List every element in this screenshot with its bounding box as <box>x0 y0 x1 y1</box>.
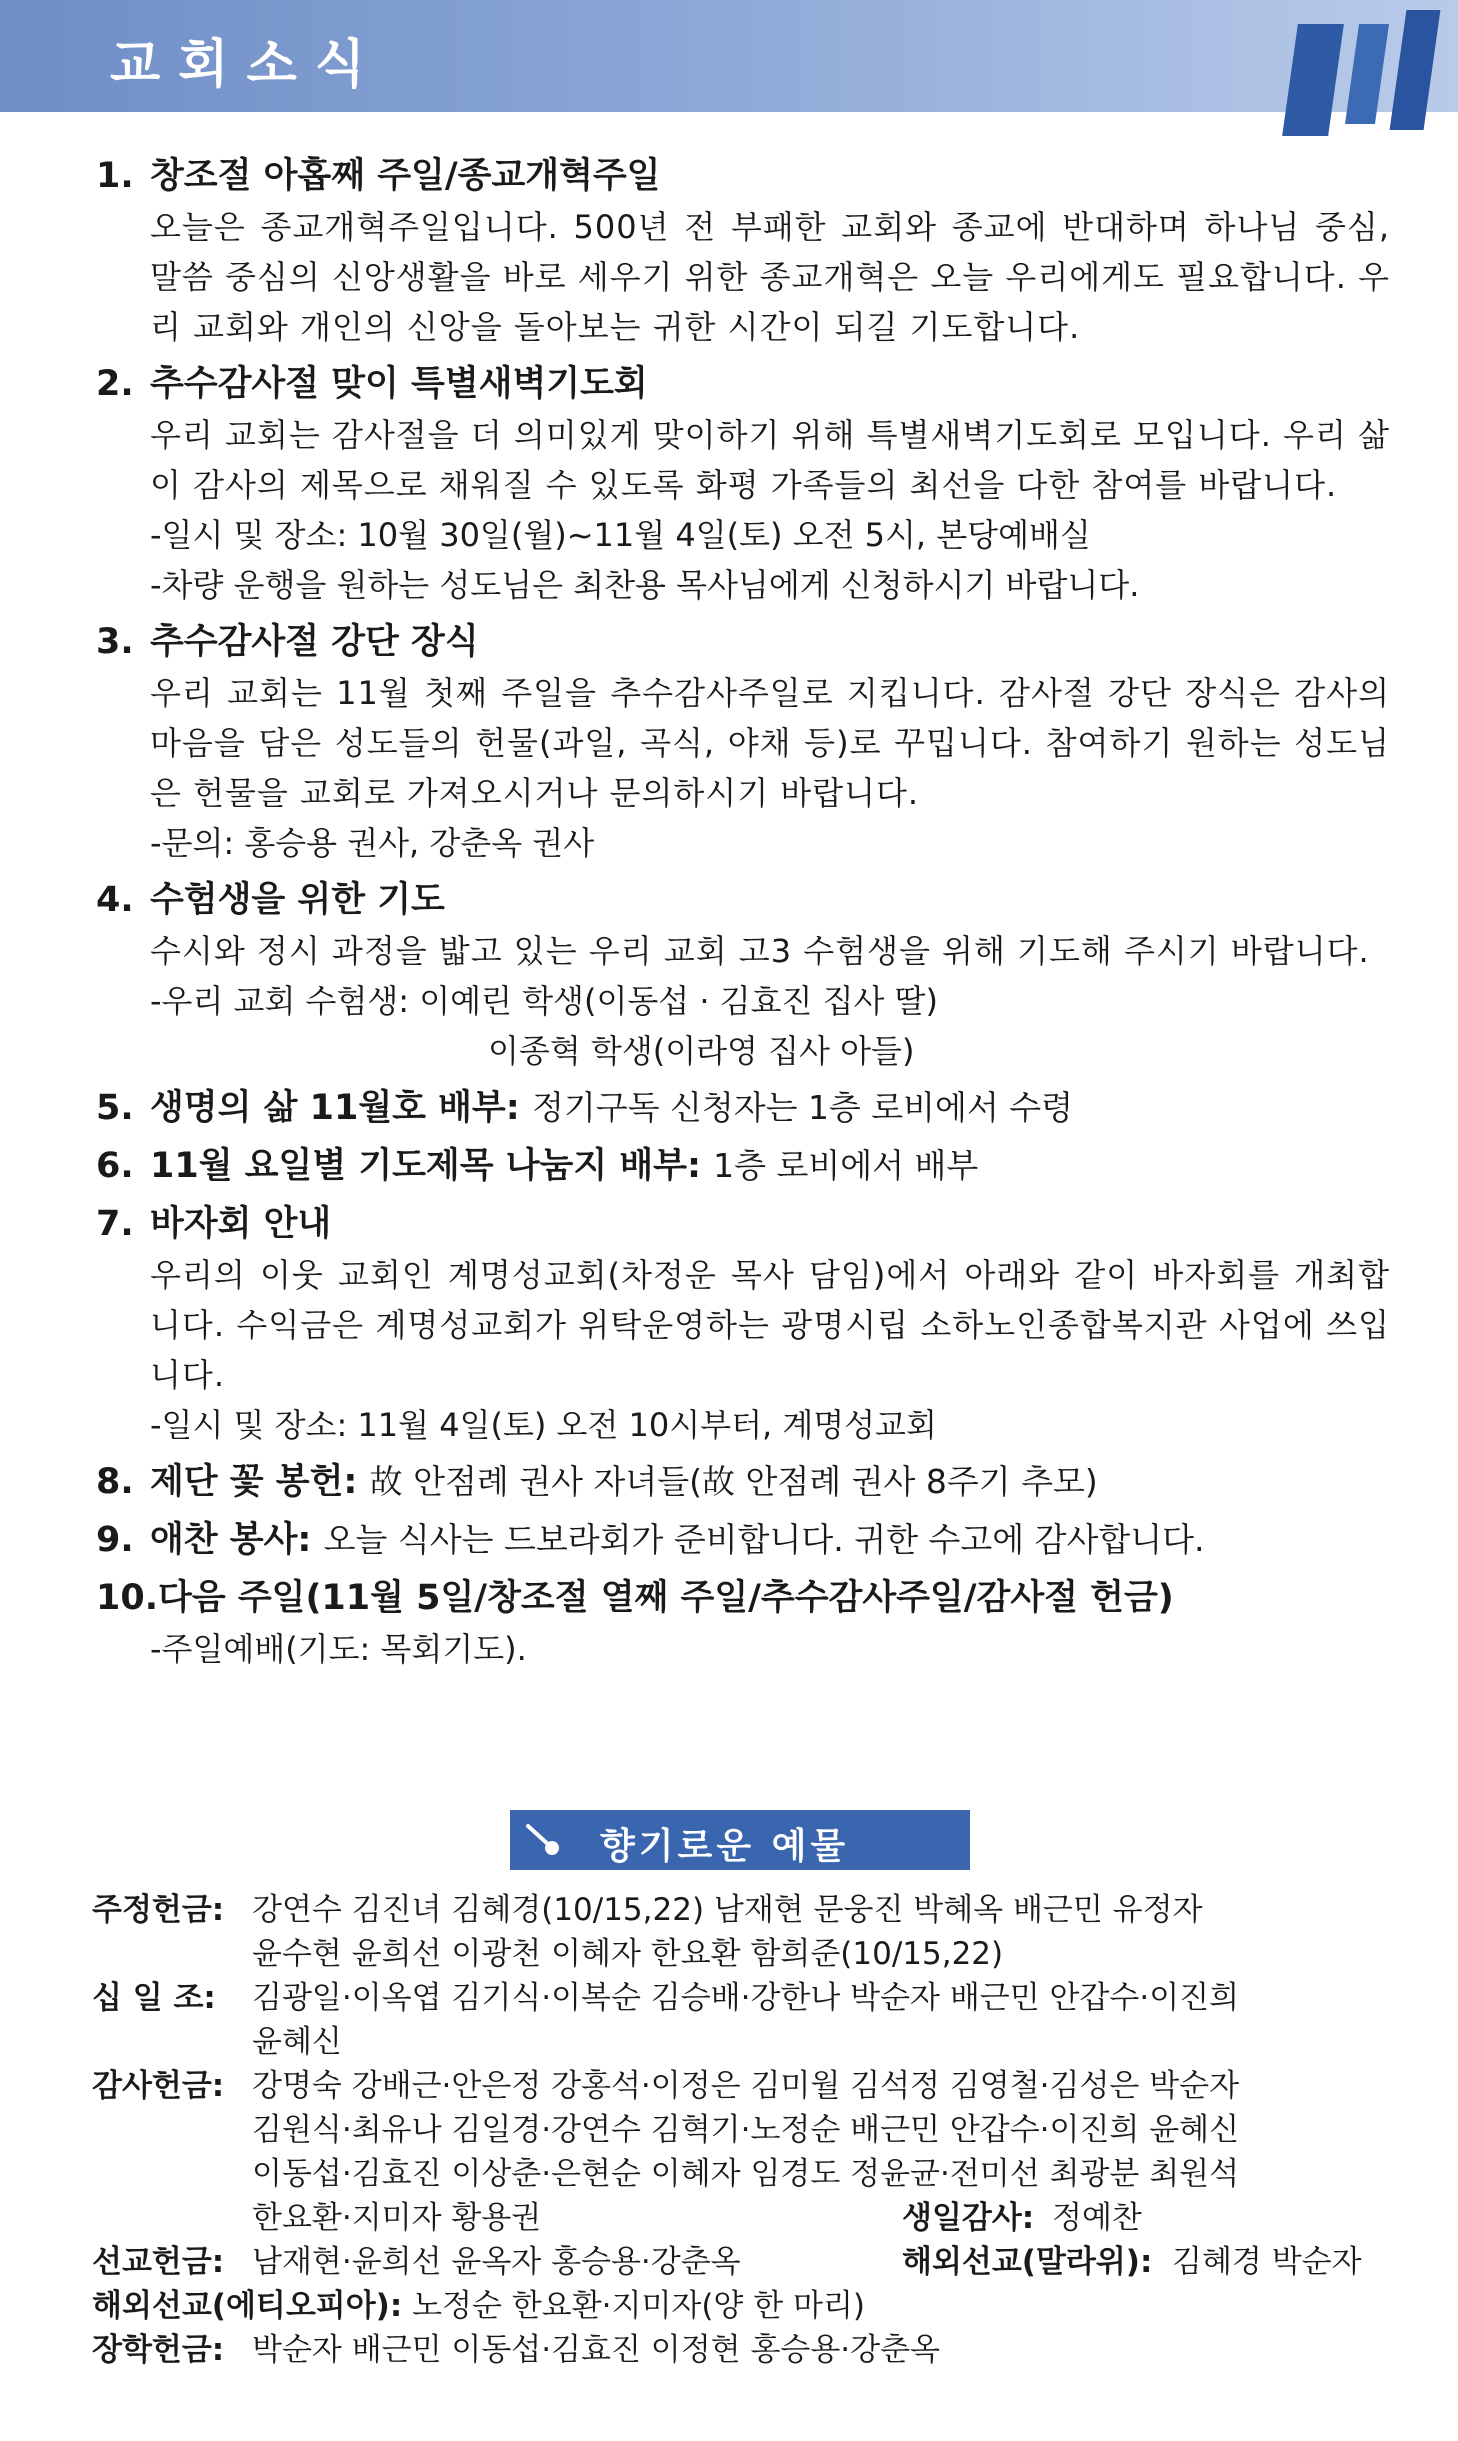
news-item <box>96 1572 1396 1674</box>
offering-names: 김원식·최유나 김일경·강연수 김혁기·노정순 배근민 안갑수·이진희 윤혜신 <box>252 2112 1240 2148</box>
news-item <box>96 616 1396 868</box>
offering-label: 해외선교(에티오피아): <box>92 2288 403 2324</box>
offering-label: 선교헌금: <box>92 2244 225 2280</box>
item-number: 2. <box>96 364 134 404</box>
news-item-detail: -문의: 홍승용 권사, 강춘옥 권사 <box>150 824 595 862</box>
offering-names: 윤수현 윤희선 이광천 이혜자 한요환 함희준(10/15,22) <box>252 1936 1004 1972</box>
item-inline-text: 故 안점례 권사 자녀들(故 안점례 권사 8주기 추모) <box>369 1462 1098 1501</box>
offering-names: 한요환·지미자 황용권 <box>252 2200 542 2236</box>
offering-names: 강명숙 강배근·안은정 강홍석·이정은 김미월 김석정 김영철·김성은 박순자 <box>252 2068 1240 2104</box>
item-heading: 추수감사절 맞이 특별새벽기도회 <box>150 364 648 404</box>
offering-names: 강연수 김진녀 김혜경(10/15,22) 남재현 문웅진 박혜옥 배근민 유정자 <box>252 1892 1203 1928</box>
arrow-icon <box>524 1820 564 1860</box>
news-item-detail: -우리 교회 수험생: 이예린 학생(이동섭 · 김효진 집사 딸) <box>150 982 938 1020</box>
offering-names: 김혜경 박순자 <box>1172 2244 1362 2280</box>
news-item <box>96 1514 1396 1566</box>
offering-names: 노정순 한요환·지미자(양 한 마리) <box>412 2288 866 2324</box>
item-number: 3. <box>96 622 134 662</box>
news-item-detail: 이종혁 학생(이라영 집사 아들) <box>488 1032 915 1070</box>
item-heading: 제단 꽃 봉헌: <box>150 1462 358 1502</box>
offering-label: 해외선교(말라위): <box>902 2244 1153 2280</box>
offering-names: 남재현·윤희선 윤옥자 홍승용·강춘옥 <box>252 2244 741 2280</box>
item-number: 6. <box>96 1146 134 1186</box>
offering-label: 십 일 조: <box>92 1980 216 2016</box>
item-heading: 생명의 삶 11월호 배부: <box>150 1088 520 1128</box>
item-heading: 바자회 안내 <box>150 1204 332 1244</box>
offering-label: 감사헌금: <box>92 2068 225 2104</box>
news-item-detail: -차량 운행을 원하는 성도님은 최찬용 목사님에게 신청하시기 바랍니다. <box>150 566 1140 604</box>
offering-label: 생일감사: <box>902 2200 1035 2236</box>
offering-names: 윤혜신 <box>252 2024 342 2060</box>
news-item-body: 오늘은 종교개혁주일입니다. 500년 전 부패한 교회와 종교에 반대하며 하나님 중심, 말씀 중심의 신앙생활을 바로 세우기 위한 종교개혁은 오늘 우리에게도 필요합니다. 우리 교회와 개인의 신앙을 돌아보는 귀한 시간이 되길 기도합니다. <box>150 208 1390 346</box>
news-item-title <box>96 1572 1396 1624</box>
item-inline-text: 1층 로비에서 배부 <box>713 1146 979 1185</box>
section-title: 교회소식 <box>110 35 383 95</box>
news-item-body: 우리 교회는 감사절을 더 의미있게 맞이하기 위해 특별새벽기도회로 모입니다. 우리 삶이 감사의 제목으로 채워질 수 있도록 화평 가족들의 최선을 다한 참여를 바랍니다. <box>150 416 1390 504</box>
item-number: 10. <box>96 1578 159 1618</box>
item-number: 5. <box>96 1088 134 1128</box>
news-item-body: 우리 교회는 11월 첫째 주일을 추수감사주일로 지킵니다. 감사절 강단 장식은 감사의 마음을 담은 성도들의 헌물(과일, 곡식, 야채 등)로 꾸밉니다. 참여하기 원하는 성도님은 헌물을 교회로 가져오시거나 문의하시기 바랍니다. <box>150 674 1390 812</box>
item-heading: 창조절 아홉째 주일/종교개혁주일 <box>150 156 661 196</box>
news-item <box>96 1198 1396 1450</box>
item-inline-text: 오늘 식사는 드보라회가 준비합니다. 귀한 수고에 감사합니다. <box>323 1520 1205 1559</box>
decorative-stripe <box>1390 10 1441 130</box>
header-bar <box>0 0 1458 112</box>
item-heading: 다음 주일(11월 5일/창조절 열째 주일/추수감사주일/감사절 헌금) <box>158 1578 1174 1618</box>
item-inline-text: 정기구독 신청자는 1층 로비에서 수령 <box>531 1088 1074 1127</box>
news-item-title <box>96 1082 1396 1134</box>
news-item <box>96 358 1396 610</box>
item-heading: 추수감사절 강단 장식 <box>150 622 479 662</box>
item-number: 7. <box>96 1204 134 1244</box>
offering-row-scholarship <box>92 2328 1392 2372</box>
item-heading: 애찬 봉사: <box>150 1520 312 1560</box>
item-number: 4. <box>96 880 134 920</box>
news-item <box>96 1140 1396 1192</box>
offering-names: 이동섭·김효진 이상춘·은현순 이혜자 임경도 정윤균·전미선 최광분 최원석 <box>252 2156 1240 2192</box>
news-item <box>96 1082 1396 1134</box>
news-item-title <box>96 1514 1396 1566</box>
offering-label: 장학헌금: <box>92 2332 225 2368</box>
banner-title: 향기로운 예물 <box>600 1826 850 1867</box>
news-item-title <box>96 1140 1396 1192</box>
news-item-detail: -주일예배(기도: 목회기도). <box>150 1630 527 1668</box>
offering-row-sibiljo <box>92 1976 1392 2020</box>
decorative-stripe <box>1345 24 1389 124</box>
news-item-detail: -일시 및 장소: 11월 4일(토) 오전 10시부터, 계명성교회 <box>150 1406 937 1444</box>
news-item-title <box>96 616 1396 668</box>
offering-row-ethiopia <box>92 2284 1392 2328</box>
offering-label: 주정헌금: <box>92 1892 225 1928</box>
news-item-body: 수시와 정시 과정을 밟고 있는 우리 교회 고3 수험생을 위해 기도해 주시기 바랍니다. <box>150 932 1370 970</box>
item-heading: 11월 요일별 기도제목 나눔지 배부: <box>150 1146 701 1186</box>
news-item-title <box>96 1198 1396 1250</box>
item-heading: 수험생을 위한 기도 <box>150 880 445 920</box>
offering-row-mission <box>92 2240 1392 2284</box>
offering-names: 김광일·이옥엽 김기식·이복순 김승배·강한나 박순자 배근민 안갑수·이진희 <box>252 1980 1240 2016</box>
offering-row-jujeong <box>92 1888 1392 1932</box>
item-number: 9. <box>96 1520 134 1560</box>
news-item <box>96 874 1396 1076</box>
news-item-title <box>96 874 1396 926</box>
offering-banner <box>510 1810 970 1870</box>
item-number: 1. <box>96 156 134 196</box>
news-item-detail: -일시 및 장소: 10월 30일(월)~11월 4일(토) 오전 5시, 본당예배실 <box>150 516 1091 554</box>
news-item-title <box>96 1456 1396 1508</box>
offering-names: 박순자 배근민 이동섭·김효진 이정현 홍승용·강춘옥 <box>252 2332 940 2368</box>
offering-row-gamsa <box>92 2064 1392 2108</box>
offering-names: 정예찬 <box>1052 2200 1142 2236</box>
news-item-body: 우리의 이웃 교회인 계명성교회(차정운 목사 담임)에서 아래와 같이 바자회를 개최합니다. 수익금은 계명성교회가 위탁운영하는 광명시립 소하노인종합복지관 사업에 쓰입니다. <box>150 1256 1390 1394</box>
offering-row-gamsa-last <box>92 2196 1392 2240</box>
news-item-title <box>96 358 1396 410</box>
news-item <box>96 1456 1396 1508</box>
decorative-stripe <box>1282 24 1344 136</box>
offering-list <box>92 1888 1392 2372</box>
news-item <box>96 150 1396 352</box>
item-number: 8. <box>96 1462 134 1502</box>
news-item-title <box>96 150 1396 202</box>
news-list <box>96 150 1396 1680</box>
